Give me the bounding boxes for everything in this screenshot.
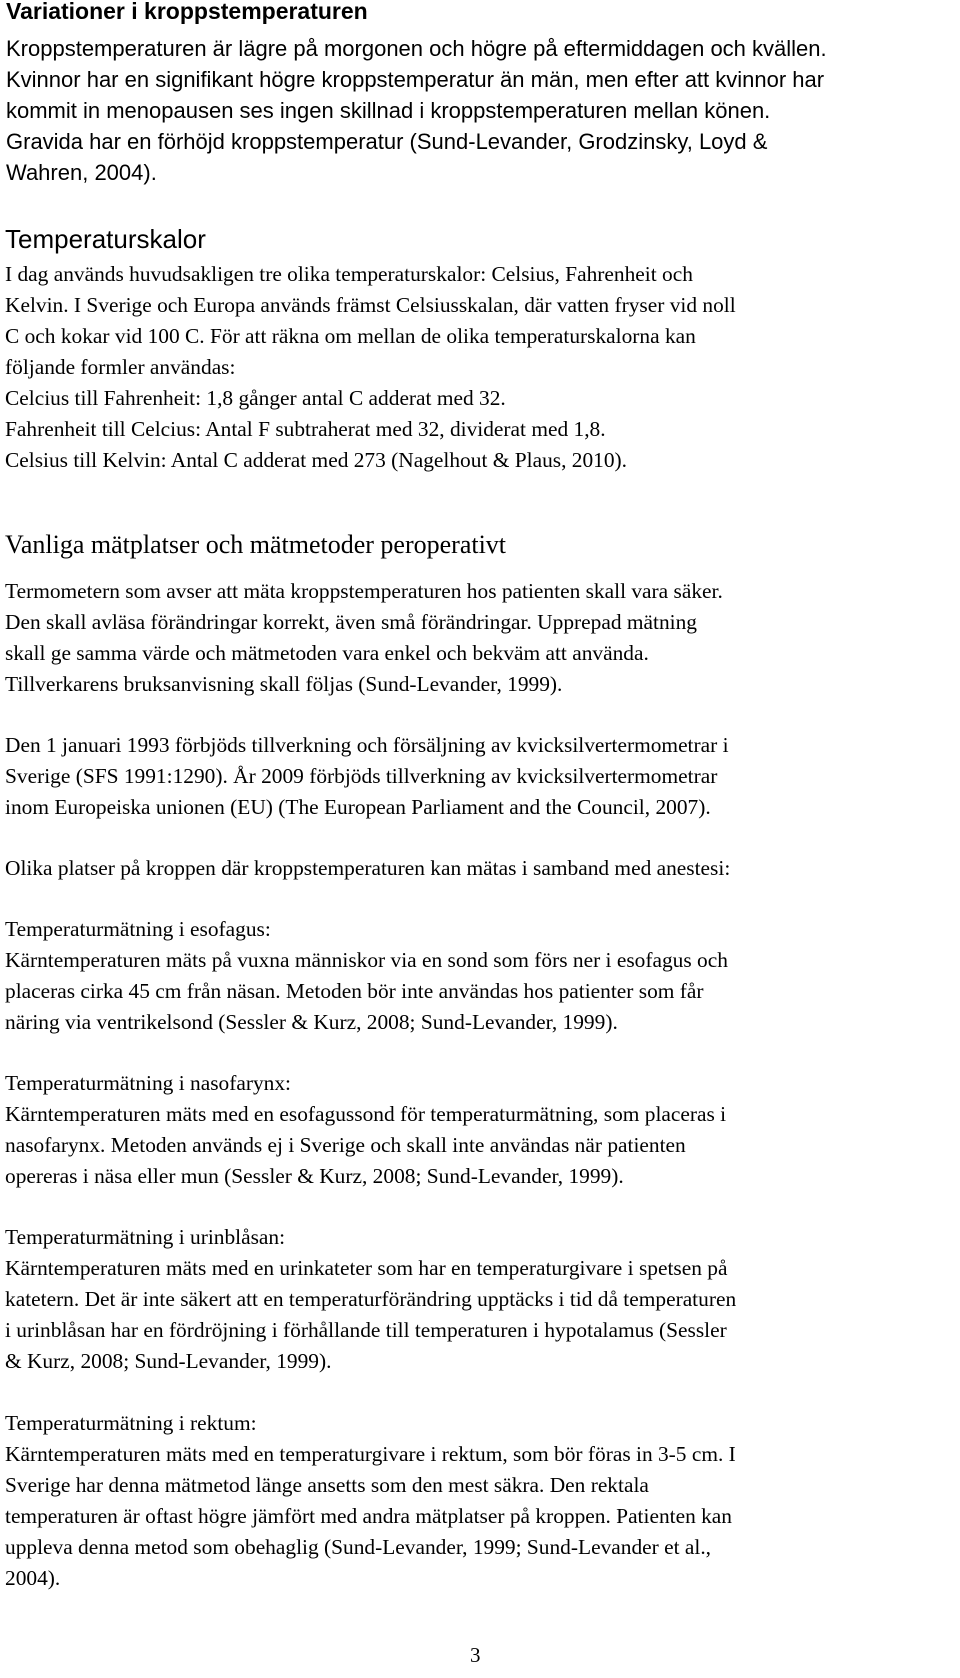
text-line: Kärntemperaturen mäts med en urinkateter som har en temperaturgivare i spetsen på [5,1256,728,1280]
section-heading-variationer: Variationer i kroppstemperaturen [6,0,368,24]
page-number: 3 [470,1643,481,1667]
text-line: Kelvin. I Sverige och Europa används främst Celsiusskalan, där vatten fryser vid noll [5,293,736,317]
text-line: 2004). [5,1566,61,1590]
paragraph-termometern [5,576,953,700]
text-line: Kvinnor har en signifikant högre kroppstemperatur än män, men efter att kvinnor har [6,67,825,92]
subheading-esofagus: Temperaturmätning i esofagus: [5,917,271,941]
subheading-nasofarynx: Temperaturmätning i nasofarynx: [5,1071,291,1095]
section-heading-matplatser: Vanliga mätplatser och mätmetoder peroperativt [5,530,507,559]
text-line: Kärntemperaturen mäts på vuxna människor via en sond som förs ner i esofagus och [5,948,728,972]
paragraph-rektum [5,1408,953,1594]
text-line: näring via ventrikelsond (Sessler & Kurz, 2008; Sund-Levander, 1999). [5,1010,618,1034]
text-line: katetern. Det är inte säkert att en temperaturförändring upptäcks i tid då temperaturen [5,1287,737,1311]
text-line: temperaturen är oftast högre jämfört med andra mätplatser på kroppen. Patienten kan [5,1504,732,1528]
text-line: nasofarynx. Metoden används ej i Sverige och skall inte användas när patienten [5,1133,686,1157]
text-line: Tillverkarens bruksanvisning skall följas (Sund-Levander, 1999). [5,672,563,696]
text-line: följande formler användas: [5,355,236,379]
text-line: Sverige har denna mätmetod länge ansetts som den mest säkra. Den rektala [5,1473,649,1497]
text-line: skall ge samma värde och mätmetoden vara enkel och bekväm att använda. [5,641,649,665]
text-line: inom Europeiska unionen (EU) (The European Parliament and the Council, 2007). [5,795,711,819]
paragraph-kvicksilver [5,730,953,823]
text-line: I dag används huvudsakligen tre olika temperaturskalor: Celsius, Fahrenheit och [5,262,693,286]
text-line: Den 1 januari 1993 förbjöds tillverkning och försäljning av kvicksilvertermometrar i [5,733,729,757]
text-line: Den skall avläsa förändringar korrekt, även små förändringar. Upprepad mätning [5,610,697,634]
text-line: C och kokar vid 100 C. För att räkna om mellan de olika temperaturskalorna kan [5,324,696,348]
subheading-urinblasan: Temperaturmätning i urinblåsan: [5,1225,286,1249]
text-line: kommit in menopausen ses ingen skillnad i kroppstemperaturen mellan könen. [6,98,771,123]
paragraph-urinblasan [5,1222,953,1377]
text-line: placeras cirka 45 cm från näsan. Metoden bör inte användas hos patienter som får [5,979,704,1003]
paragraph-temperaturskalor [5,259,953,476]
text-line: Kroppstemperaturen är lägre på morgonen och högre på eftermiddagen och kvällen. [6,36,827,61]
text-line: Olika platser på kroppen där kroppstemperaturen kan mätas i samband med anestesi: [5,856,731,880]
paragraph-nasofarynx [5,1068,953,1192]
text-line: Kärntemperaturen mäts med en temperaturgivare i rektum, som bör föras in 3-5 cm. I [5,1442,736,1466]
text-line: uppleva denna metod som obehaglig (Sund-Levander, 1999; Sund-Levander et al., [5,1535,712,1559]
section-heading-temperaturskalor: Temperaturskalor [5,224,206,254]
text-line: Fahrenheit till Celcius: Antal F subtraherat med 32, dividerat med 1,8. [5,417,606,441]
text-line: Termometern som avser att mäta kroppstemperaturen hos patienten skall vara säker. [5,579,723,603]
paragraph-esofagus [5,914,953,1038]
text-line: Sverige (SFS 1991:1290). År 2009 förbjöds tillverkning av kvicksilvertermometrar [5,764,718,788]
text-line: i urinblåsan har en fördröjning i förhållande till temperaturen i hypotalamus (Sessler [5,1318,727,1342]
text-line: Wahren, 2004). [6,160,157,185]
text-line: Celcius till Fahrenheit: 1,8 gånger antal C adderat med 32. [5,386,506,410]
text-line: Celsius till Kelvin: Antal C adderat med 273 (Nagelhout & Plaus, 2010). [5,448,628,472]
text-line: Kärntemperaturen mäts med en esofagussond för temperaturmätning, som placeras i [5,1102,727,1126]
paragraph-platser [5,853,953,884]
text-line: opereras i näsa eller mun (Sessler & Kurz, 2008; Sund-Levander, 1999). [5,1164,624,1188]
text-line: Gravida har en förhöjd kroppstemperatur (Sund-Levander, Grodzinsky, Loyd & [6,129,768,154]
paragraph-variationer [6,33,946,188]
text-line: & Kurz, 2008; Sund-Levander, 1999). [5,1349,332,1373]
subheading-rektum: Temperaturmätning i rektum: [5,1411,257,1435]
